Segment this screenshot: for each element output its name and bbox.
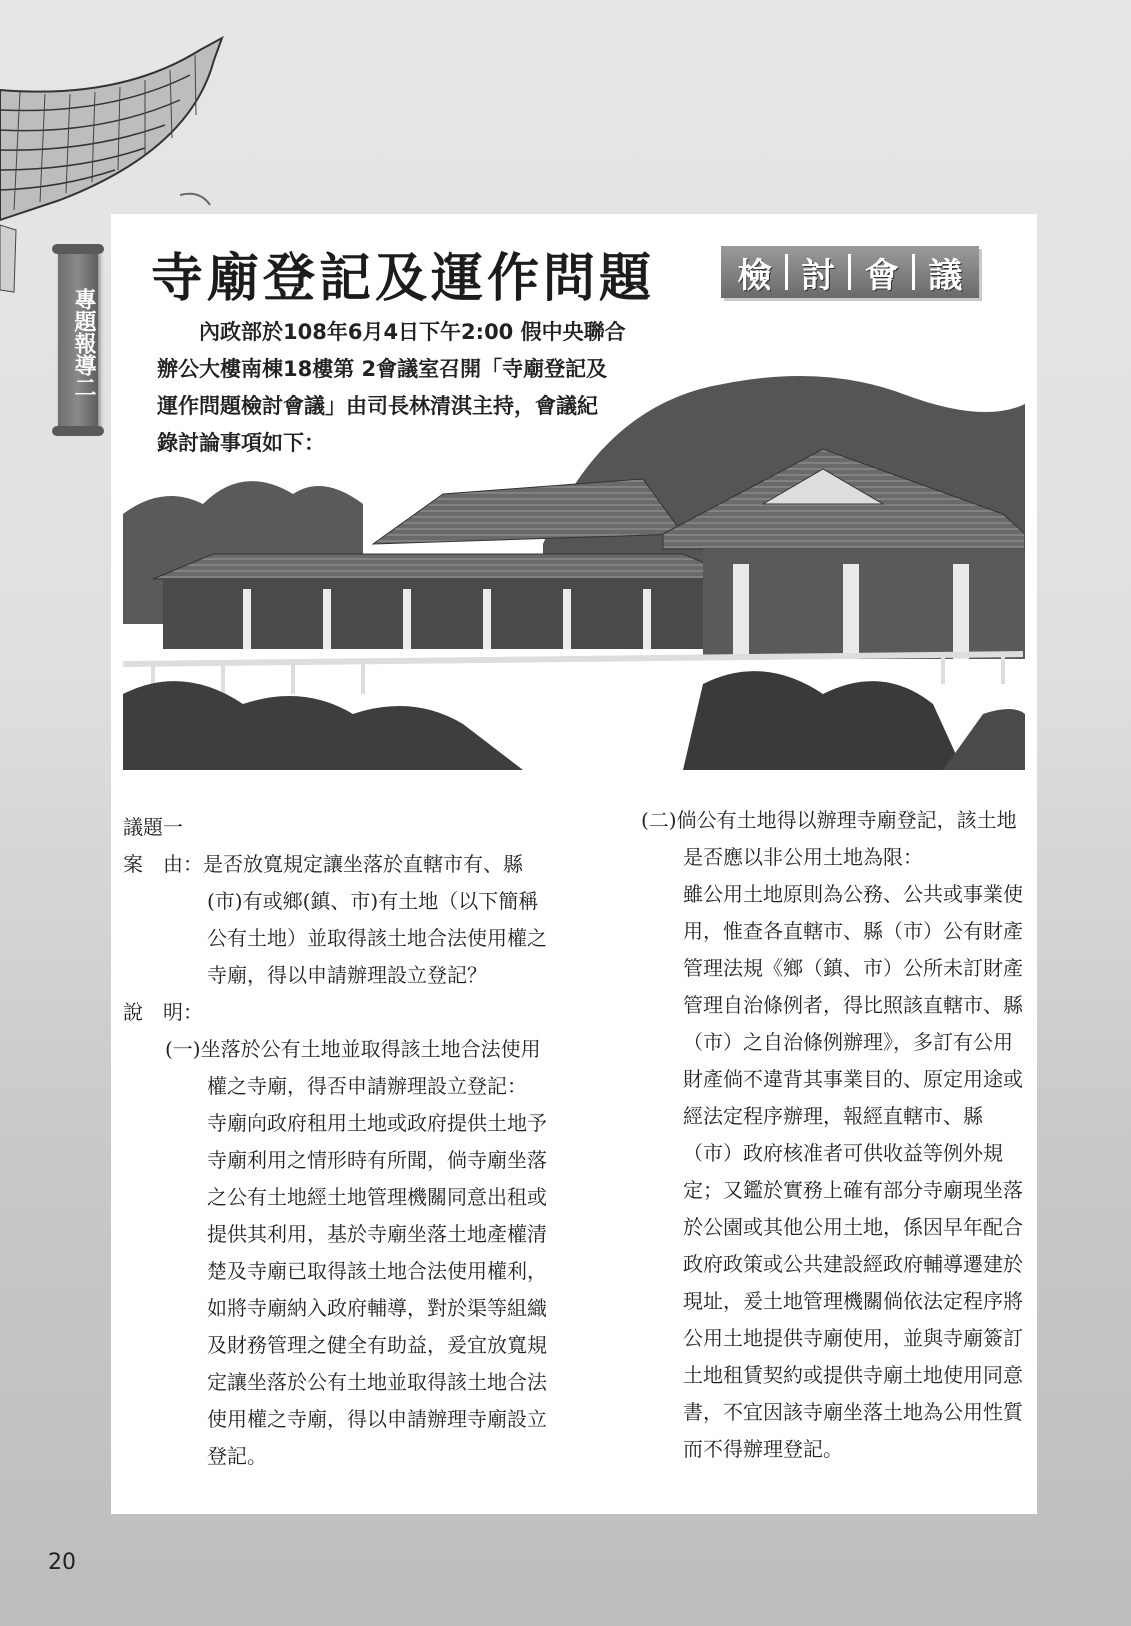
badge-divider xyxy=(912,254,915,290)
intro-paragraph xyxy=(157,314,637,462)
right-column xyxy=(641,802,1026,1468)
case-label: 案 由： xyxy=(123,852,203,876)
badge-divider xyxy=(785,254,788,290)
case-text: 是否放寬規定讓坐落於直轄市有、縣(市)有或鄉(鎮、市)有土地（以下簡稱公有土地）並取得該土地合法使用權之寺廟，得以申請辦理設立登記？ xyxy=(203,852,547,987)
badge-char: 議 xyxy=(928,255,963,296)
section-label: 專題報導二 xyxy=(71,288,96,398)
case-paragraph xyxy=(123,846,553,994)
page-number: 20 xyxy=(48,1550,76,1575)
sub-item-1-body: 寺廟向政府租用土地或政府提供土地予寺廟利用之情形時有所聞，倘寺廟坐落之公有土地經土地管理機關同意出租或提供其利用，基於寺廟坐落土地產權清楚及寺廟已取得該土地合法使用權利，如將寺廟納入政府輔導，對於渠等組織及財務管理之健全有助益，爰宜放寬規定讓坐落於公有土地並取得該土地合法使用權之寺廟，得以申請辦理寺廟設立登記。 xyxy=(207,1111,547,1468)
sub-item-2-body: 雖公用土地原則為公務、公共或事業使用，惟查各直轄市、縣（市）公有財產管理法規《鄉（鎮、市）公所未訂財產管理自治條例者，得比照該直轄市、縣（市）之自治條例辦理》，多訂有公用財產倘不違背其事業目的、原定用途或經法定程序辦理，報經直轄市、縣（市）政府核准者可供收益等例外規定；又鑑於實務上確有部分寺廟現坐落於公園或其他公用土地，係因早年配合政府政策或公共建設經政府輔導遷建於現址，爰土地管理機關倘依法定程序將公用土地提供寺廟使用，並與寺廟簽訂土地租賃契約或提供寺廟土地使用同意書，不宜因該寺廟坐落土地為公用性質而不得辦理登記。 xyxy=(683,882,1023,1461)
title-badge xyxy=(721,246,979,298)
left-column xyxy=(123,809,553,1475)
scroll-cap-top xyxy=(52,244,104,254)
badge-divider xyxy=(848,254,851,290)
badge-char: 討 xyxy=(801,255,836,296)
sub-item-1-heading: (一)坐落於公有土地並取得該土地合法使用權之寺廟，得否申請辦理設立登記： xyxy=(165,1037,541,1098)
badge-char: 檢 xyxy=(737,255,772,296)
issue-heading: 議題一 xyxy=(123,815,183,839)
badge-char: 會 xyxy=(864,255,899,296)
intro-line: 內政部於108年6月4日下午2:00 假中央聯合 xyxy=(199,320,626,344)
sub-item-2-heading: (二)倘公有土地得以辦理寺廟登記，該土地是否應以非公用土地為限： xyxy=(641,808,1017,869)
intro-line: 辦公大樓南棟18樓第 2會議室召開「寺廟登記及 xyxy=(157,357,608,381)
section-tab xyxy=(58,250,98,430)
explanation-label: 說 明： xyxy=(123,1000,203,1024)
article-panel xyxy=(111,214,1037,1514)
scroll-cap-bottom xyxy=(52,426,104,436)
intro-line: 錄討論事項如下： xyxy=(157,431,325,455)
intro-line: 運作問題檢討會議」由司長林清淇主持，會議紀 xyxy=(157,394,598,418)
article-title: 寺廟登記及運作問題 xyxy=(151,249,656,309)
